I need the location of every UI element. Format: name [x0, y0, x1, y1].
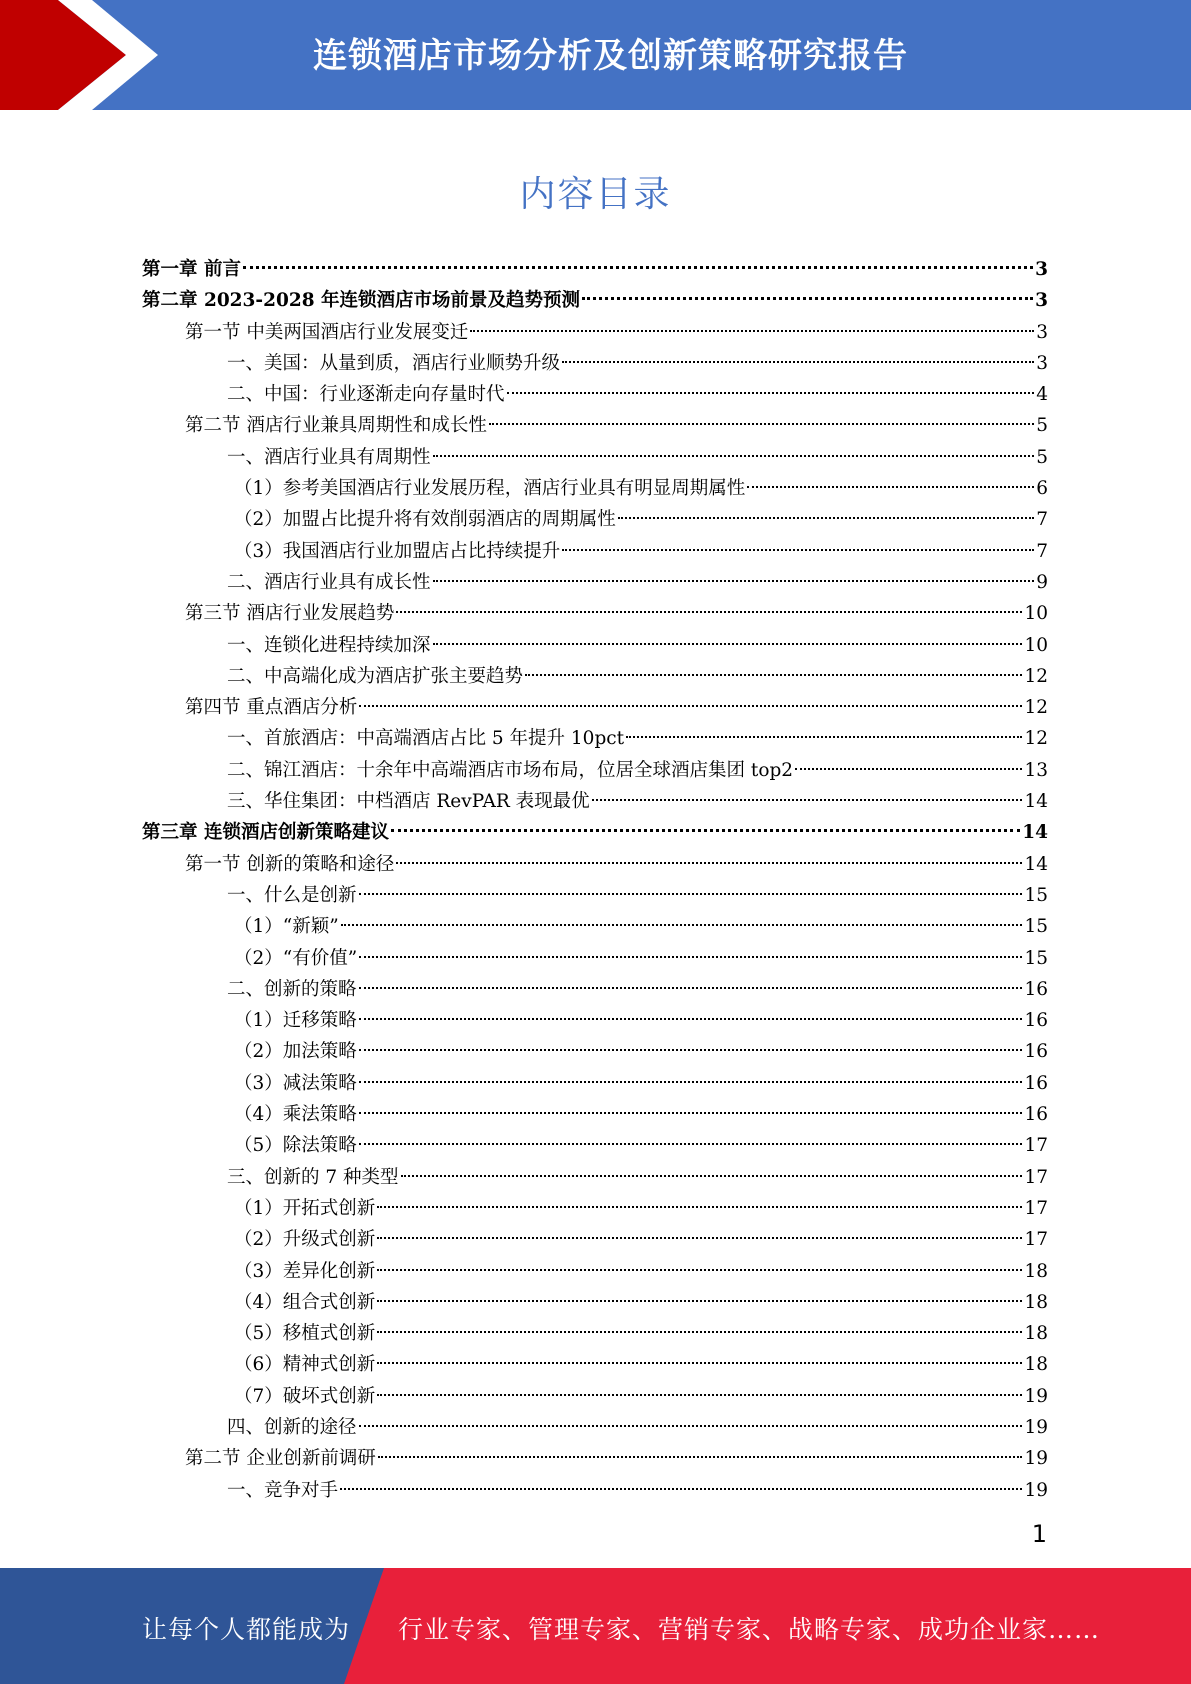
- toc-entry-title: 第四节 重点酒店分析: [185, 697, 358, 719]
- toc-leader-dots: [377, 1269, 1022, 1271]
- toc-entry-page: 3: [1036, 321, 1048, 343]
- toc-entry[interactable]: [142, 254, 1048, 285]
- toc-entry-title: （3）差异化创新: [234, 1260, 376, 1282]
- toc-entry-page: 13: [1024, 759, 1048, 781]
- toc-entry-title: 二、酒店行业具有成长性: [227, 571, 431, 593]
- toc-entry-title: （1）迁移策略: [234, 1010, 357, 1032]
- toc-leader-dots: [592, 799, 1023, 801]
- toc-entry-title: 二、锦江酒店：十余年中高端酒店市场布局，位居全球酒店集团 top2: [227, 759, 794, 781]
- toc-heading: 内容目录: [519, 174, 672, 215]
- toc-entry[interactable]: [142, 1475, 1048, 1506]
- toc-entry[interactable]: [142, 911, 1048, 942]
- toc-entry[interactable]: [142, 1443, 1048, 1474]
- toc-entry-title: 第三章 连锁酒店创新策略建议: [142, 822, 389, 844]
- toc-entry-page: 7: [1036, 509, 1048, 531]
- toc-entry-title: 三、华住集团：中档酒店 RevPAR 表现最优: [227, 791, 590, 813]
- toc-entry-title: 一、首旅酒店：中高端酒店占比 5 年提升 10pct: [227, 728, 625, 750]
- toc-entry[interactable]: [142, 1224, 1048, 1255]
- toc-leader-dots: [525, 674, 1022, 676]
- toc-leader-dots: [747, 486, 1034, 488]
- toc-entry[interactable]: [142, 379, 1048, 410]
- toc-leader-dots: [359, 1081, 1023, 1083]
- toc-leader-dots: [401, 1175, 1023, 1177]
- toc-entry-title: 二、中高端化成为酒店扩张主要趋势: [227, 665, 524, 687]
- toc-entry-page: 4: [1036, 384, 1048, 406]
- toc-entry[interactable]: [142, 786, 1048, 817]
- page-number: 1: [1031, 1520, 1047, 1548]
- toc-entry-page: 19: [1024, 1448, 1048, 1470]
- toc-entry-page: 3: [1036, 352, 1048, 374]
- toc-entry-page: 9: [1036, 571, 1048, 593]
- toc-leader-dots: [377, 1394, 1022, 1396]
- toc-entry-page: 19: [1024, 1416, 1048, 1438]
- toc-entry[interactable]: [142, 849, 1048, 880]
- toc-entry-title: 四、创新的途径: [227, 1416, 357, 1438]
- toc-entry[interactable]: [142, 1099, 1048, 1130]
- toc-entry-title: 一、什么是创新: [227, 884, 357, 906]
- toc-entry[interactable]: [142, 1412, 1048, 1443]
- toc-leader-dots: [243, 266, 1033, 269]
- toc-entry[interactable]: [142, 598, 1048, 629]
- toc-leader-dots: [391, 829, 1020, 832]
- toc-entry-title: （4）乘法策略: [234, 1104, 357, 1126]
- toc-leader-dots: [489, 423, 1034, 425]
- toc-entry-title: （7）破坏式创新: [234, 1385, 376, 1407]
- toc-entry-title: 第一节 中美两国酒店行业发展变迁: [185, 321, 469, 343]
- toc-entry[interactable]: [142, 567, 1048, 598]
- toc-entry-page: 12: [1024, 697, 1048, 719]
- toc-leader-dots: [507, 392, 1035, 394]
- toc-entry-title: 第二节 酒店行业兼具周期性和成长性: [185, 415, 487, 437]
- report-header: [0, 0, 1191, 110]
- toc-entry-page: 18: [1024, 1354, 1048, 1376]
- toc-entry-title: （5）移植式创新: [234, 1323, 376, 1345]
- toc-entry[interactable]: [142, 1193, 1048, 1224]
- toc-entry[interactable]: [142, 504, 1048, 535]
- toc-entry-title: 第三节 酒店行业发展趋势: [185, 603, 395, 625]
- toc-entry-page: 18: [1024, 1260, 1048, 1282]
- footer-banner: [0, 1568, 1191, 1684]
- toc-leader-dots: [377, 1331, 1022, 1333]
- toc-entry-title: 一、竞争对手: [227, 1479, 339, 1501]
- toc-leader-dots: [359, 1112, 1023, 1114]
- toc-entry-page: 5: [1036, 415, 1048, 437]
- report-title: 连锁酒店市场分析及创新策略研究报告: [313, 36, 908, 76]
- toc-leader-dots: [359, 705, 1022, 707]
- toc-entry-title: （5）除法策略: [234, 1135, 357, 1157]
- toc-entry-title: （2）加法策略: [234, 1041, 357, 1063]
- toc-entry-page: 10: [1024, 634, 1048, 656]
- toc-entry[interactable]: [142, 1005, 1048, 1036]
- toc-entry[interactable]: [142, 943, 1048, 974]
- toc-leader-dots: [359, 956, 1022, 958]
- toc-entry-title: （2）加盟占比提升将有效削弱酒店的周期属性: [234, 509, 616, 531]
- toc-entry-page: 19: [1024, 1385, 1048, 1407]
- toc-entry-page: 12: [1024, 728, 1048, 750]
- toc-leader-dots: [359, 1018, 1023, 1020]
- toc-entry[interactable]: [142, 536, 1048, 567]
- toc-entry-title: 第二章 2023-2028 年连锁酒店市场前景及趋势预测: [142, 290, 581, 312]
- toc-entry-page: 17: [1024, 1229, 1048, 1251]
- toc-entry-page: 15: [1024, 947, 1048, 969]
- toc-leader-dots: [433, 643, 1023, 645]
- toc-entry-page: 17: [1024, 1166, 1048, 1188]
- toc-entry[interactable]: [142, 630, 1048, 661]
- toc-entry[interactable]: [142, 1068, 1048, 1099]
- toc-entry-page: 17: [1024, 1135, 1048, 1157]
- footer-slogan-right: 行业专家、管理专家、营销专家、战略专家、成功企业家……: [398, 1615, 1101, 1644]
- toc-entry-title: （6）精神式创新: [234, 1354, 376, 1376]
- toc-entry-title: （3）减法策略: [234, 1072, 357, 1094]
- toc-entry[interactable]: [142, 692, 1048, 723]
- toc-entry[interactable]: [142, 1130, 1048, 1161]
- toc-leader-dots: [359, 987, 1023, 989]
- toc-entry-page: 17: [1024, 1197, 1048, 1219]
- toc-entry-title: （3）我国酒店行业加盟店占比持续提升: [234, 540, 561, 562]
- toc-entry-page: 6: [1036, 478, 1048, 500]
- toc-leader-dots: [359, 1143, 1023, 1145]
- toc-entry[interactable]: [142, 348, 1048, 379]
- toc-leader-dots: [626, 736, 1022, 738]
- toc-leader-dots: [562, 549, 1034, 551]
- toc-entry-title: 第一节 创新的策略和途径: [185, 853, 395, 875]
- toc-leader-dots: [359, 1425, 1023, 1427]
- toc-leader-dots: [396, 611, 1022, 613]
- toc-entry[interactable]: [142, 1318, 1048, 1349]
- toc-entry-title: （2）“有价值”: [234, 947, 358, 969]
- toc-entry-title: 第一章 前言: [142, 259, 241, 280]
- toc-leader-dots: [470, 330, 1034, 332]
- toc-entry[interactable]: [142, 1287, 1048, 1318]
- toc-leader-dots: [377, 1362, 1022, 1364]
- toc-leader-dots: [795, 768, 1022, 770]
- toc-leader-dots: [359, 1049, 1023, 1051]
- toc-entry-title: （1）“新颖”: [234, 916, 339, 938]
- toc-entry-title: 二、创新的策略: [227, 978, 357, 1000]
- toc-leader-dots: [377, 1206, 1022, 1208]
- toc-entry-title: 第二节 企业创新前调研: [185, 1448, 376, 1470]
- toc-entry-title: （2）升级式创新: [234, 1229, 376, 1251]
- table-of-contents: [142, 254, 1048, 1506]
- toc-entry-page: 3: [1035, 259, 1048, 280]
- toc-leader-dots: [340, 1488, 1022, 1490]
- toc-entry[interactable]: [142, 723, 1048, 754]
- toc-entry[interactable]: [142, 1036, 1048, 1067]
- toc-entry-title: 二、中国：行业逐渐走向存量时代: [227, 384, 505, 406]
- toc-entry-page: 3: [1035, 290, 1048, 312]
- toc-entry-page: 7: [1036, 540, 1048, 562]
- toc-leader-dots: [433, 580, 1035, 582]
- toc-entry[interactable]: [142, 442, 1048, 473]
- toc-leader-dots: [396, 862, 1022, 864]
- toc-entry[interactable]: [142, 473, 1048, 504]
- toc-leader-dots: [377, 1237, 1022, 1239]
- toc-entry[interactable]: [142, 880, 1048, 911]
- toc-leader-dots: [562, 361, 1034, 363]
- toc-entry-page: 16: [1024, 1072, 1048, 1094]
- toc-entry-title: （1）参考美国酒店行业发展历程，酒店行业具有明显周期属性: [234, 478, 746, 500]
- toc-entry[interactable]: [142, 285, 1048, 316]
- toc-entry-title: （1）开拓式创新: [234, 1197, 376, 1219]
- toc-entry-title: 三、创新的 7 种类型: [227, 1166, 399, 1188]
- toc-leader-dots: [582, 297, 1033, 300]
- toc-entry[interactable]: [142, 1162, 1048, 1193]
- toc-leader-dots: [377, 1300, 1022, 1302]
- toc-entry-page: 18: [1024, 1323, 1048, 1345]
- toc-entry-title: （4）组合式创新: [234, 1291, 376, 1313]
- toc-entry-title: 一、美国：从量到质，酒店行业顺势升级: [227, 352, 561, 374]
- toc-entry-page: 16: [1024, 1104, 1048, 1126]
- toc-entry-page: 18: [1024, 1291, 1048, 1313]
- toc-leader-dots: [618, 517, 1034, 519]
- toc-entry[interactable]: [142, 755, 1048, 786]
- footer-slogan-left: 让每个人都能成为: [142, 1615, 351, 1644]
- toc-entry-page: 16: [1024, 1041, 1048, 1063]
- toc-entry[interactable]: [142, 974, 1048, 1005]
- toc-leader-dots: [359, 893, 1023, 895]
- toc-entry[interactable]: [142, 1381, 1048, 1412]
- toc-leader-dots: [378, 1456, 1023, 1458]
- toc-leader-dots: [341, 924, 1023, 926]
- toc-entry[interactable]: [142, 410, 1048, 441]
- toc-entry[interactable]: [142, 661, 1048, 692]
- toc-entry-page: 12: [1024, 665, 1048, 687]
- toc-leader-dots: [433, 455, 1035, 457]
- toc-entry-page: 14: [1024, 791, 1048, 813]
- toc-entry[interactable]: [142, 317, 1048, 348]
- toc-entry-page: 16: [1024, 1010, 1048, 1032]
- toc-entry[interactable]: [142, 1256, 1048, 1287]
- toc-entry[interactable]: [142, 817, 1048, 848]
- toc-entry-page: 15: [1024, 884, 1048, 906]
- toc-entry-title: 一、酒店行业具有周期性: [227, 446, 431, 468]
- toc-entry[interactable]: [142, 1349, 1048, 1380]
- toc-entry-title: 一、连锁化进程持续加深: [227, 634, 431, 656]
- toc-entry-page: 19: [1024, 1479, 1048, 1501]
- toc-entry-page: 10: [1024, 603, 1048, 625]
- toc-entry-page: 16: [1024, 978, 1048, 1000]
- toc-entry-page: 14: [1022, 822, 1048, 844]
- toc-entry-page: 5: [1036, 446, 1048, 468]
- toc-entry-page: 15: [1024, 916, 1048, 938]
- toc-entry-page: 14: [1024, 853, 1048, 875]
